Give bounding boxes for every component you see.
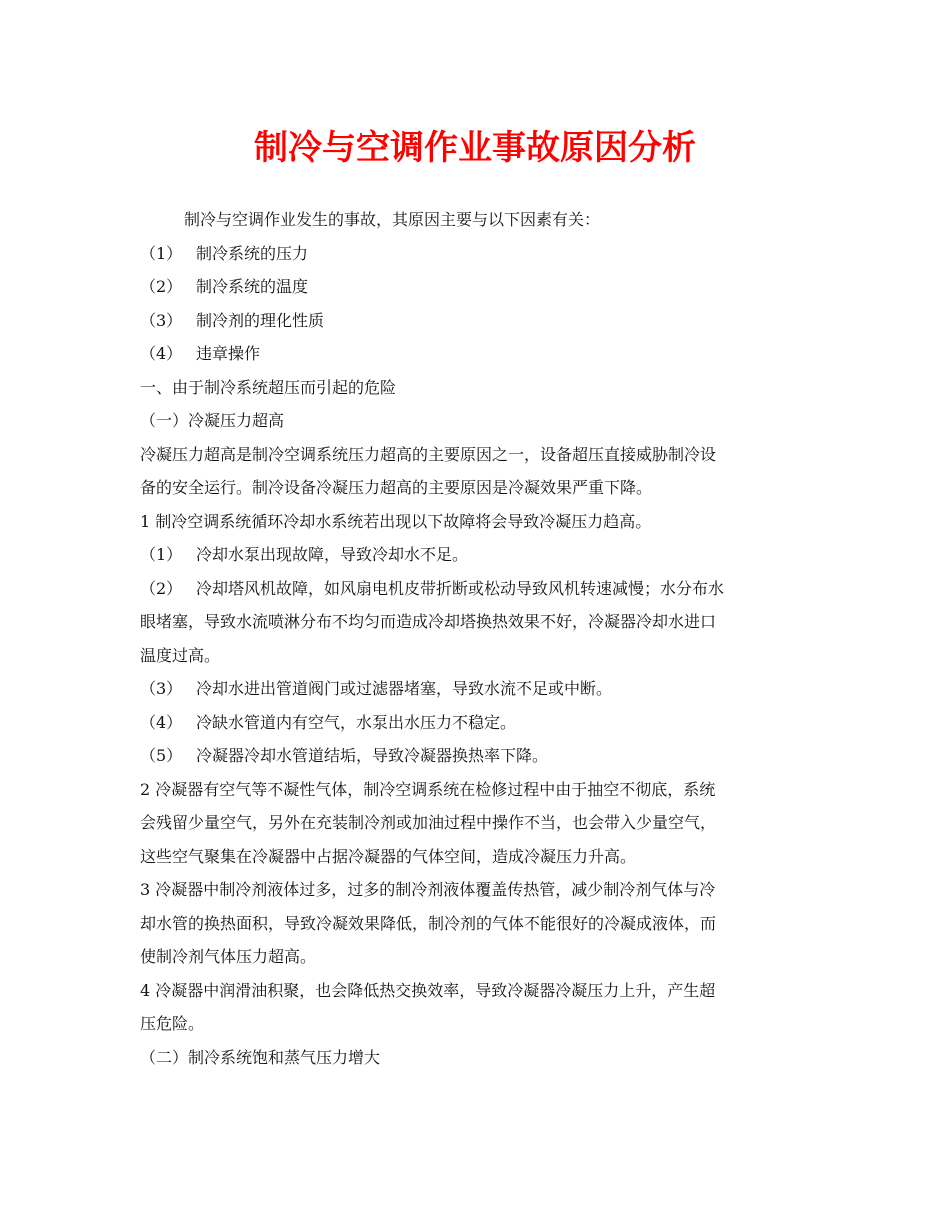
fault-text: 冷却水进出管道阀门或过滤器堵塞，导致水流不足或中断。: [196, 679, 613, 698]
paragraph-line: 使制冷剂气体压力超高。: [140, 947, 317, 966]
numbered-item: 3 冷凝器中制冷剂液体过多，过多的制冷剂液体覆盖传热管，减少制冷剂气体与冷: [140, 880, 716, 899]
numbered-item: 4 冷凝器中润滑油积聚，也会降低热交换效率，导致冷凝器冷凝压力上升，产生超: [140, 980, 716, 1000]
fault-text: 冷却塔风机故障，如风扇电机皮带折断或松动导致风机转速减慢；水分布水: [196, 578, 725, 598]
fault-text: 冷凝器冷却水管道结垢，导致冷凝器换热率下降。: [196, 746, 549, 765]
fault-continuation: 温度过高。: [140, 645, 221, 665]
numbered-item: 2 冷凝器有空气等不凝性气体，制冷空调系统在检修过程中由于抽空不彻底，系统: [140, 779, 716, 799]
paragraph-line: 压危险。: [140, 1014, 205, 1033]
factor-text: 制冷剂的理化性质: [196, 310, 325, 330]
fault-item: [140, 739, 812, 773]
factor-number: （2）: [140, 277, 183, 296]
subsection-heading: （二）制冷系统饱和蒸气压力增大: [140, 1047, 381, 1067]
fault-text: 冷缺水管道内有空气，水泵出水压力不稳定。: [196, 712, 517, 732]
fault-item: [140, 672, 812, 706]
paragraph-line: 这些空气聚集在冷凝器中占据冷凝器的气体空间，造成冷凝压力升高。: [140, 846, 637, 866]
section-heading: 一、由于制冷系统超压而引起的危险: [140, 377, 397, 397]
numbered-item: 1 制冷空调系统循环冷却水系统若出现以下故障将会导致冷凝压力趋高。: [140, 511, 652, 531]
fault-item: [140, 538, 812, 572]
page-title: 制冷与空调作业事故原因分析: [254, 128, 696, 168]
fault-item: [140, 572, 812, 606]
factor-number: （3）: [140, 310, 183, 330]
fault-number: （5）: [140, 746, 183, 765]
paragraph-line: 会残留少量空气，另外在充装制冷剂或加油过程中操作不当，也会带入少量空气，: [140, 813, 717, 832]
intro-paragraph: 制冷与空调作业发生的事故，其原因主要与以下因素有关：: [184, 210, 601, 229]
fault-continuation: 眼堵塞，导致水流喷淋分布不均匀而造成冷却塔换热效果不好，冷凝器冷却水进口: [140, 612, 717, 631]
subsection-heading: （一）冷凝压力超高: [140, 411, 285, 430]
paragraph-line: 冷凝压力超高是制冷空调系统压力超高的主要原因之一，设备超压直接威胁制冷设: [140, 444, 717, 464]
factor-text: 违章操作: [196, 344, 261, 363]
factor-number: （4）: [140, 344, 183, 363]
fault-text: 冷却水泵出现故障，导致冷却水不足。: [196, 545, 469, 564]
factor-item: [140, 270, 812, 304]
paragraph-line: 备的安全运行。制冷设备冷凝压力超高的主要原因是冷凝效果严重下降。: [140, 478, 653, 497]
factor-text: 制冷系统的压力: [196, 243, 309, 263]
fault-number: （1）: [140, 545, 183, 564]
fault-number: （3）: [140, 679, 183, 698]
factor-item: [140, 304, 812, 338]
fault-number: （4）: [140, 712, 183, 732]
document-body: [140, 203, 812, 1074]
factor-text: 制冷系统的温度: [196, 277, 309, 296]
factor-item: [140, 337, 812, 371]
fault-item: [140, 706, 812, 740]
factor-number: （1）: [140, 243, 183, 263]
paragraph-line: 却水管的换热面积，导致冷凝效果降低，制冷剂的气体不能很好的冷凝成液体，而: [140, 913, 717, 933]
factor-item: [140, 237, 812, 271]
fault-number: （2）: [140, 578, 183, 598]
